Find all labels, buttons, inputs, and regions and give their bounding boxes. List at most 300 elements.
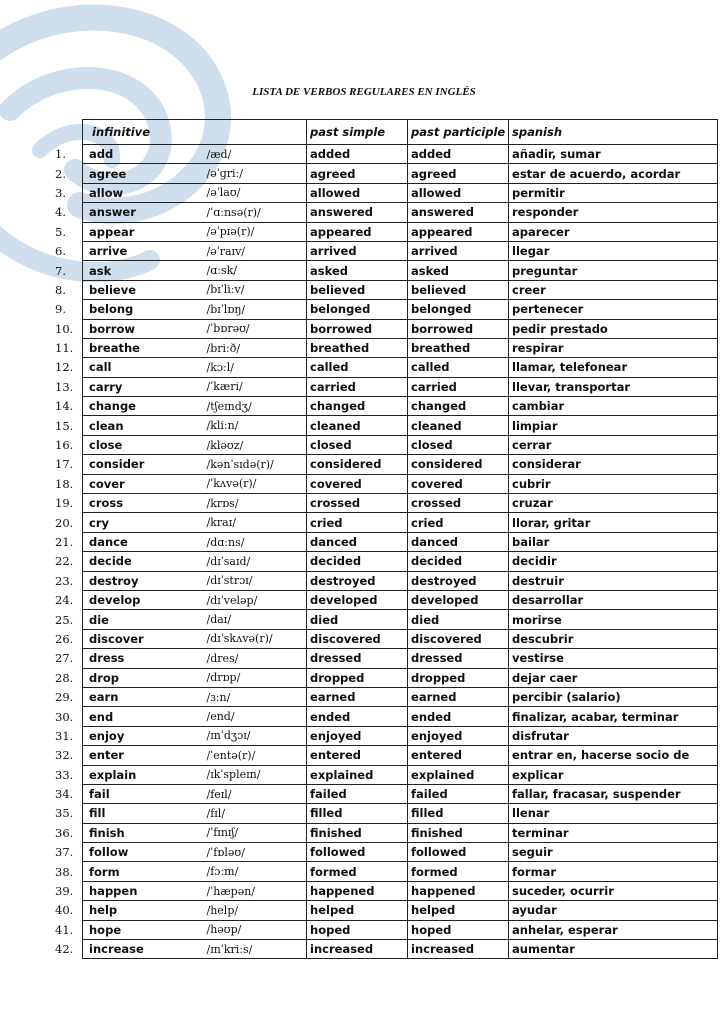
infinitive-text: finish [89, 825, 125, 840]
past-simple-cell: dropped [307, 668, 408, 687]
infinitive-cell [55, 145, 204, 164]
past-participle-cell: dressed [408, 649, 509, 668]
spanish-cell: pertenecer [509, 300, 718, 319]
infinitive-text: breathe [89, 341, 140, 356]
infinitive-cell [55, 319, 204, 338]
past-participle-cell: changed [408, 397, 509, 416]
infinitive-cell [55, 455, 204, 474]
infinitive-text: consider [89, 457, 145, 472]
pronunciation-cell: /krɒs/ [204, 494, 307, 513]
row-number: 25. [55, 612, 74, 627]
pronunciation-cell: /ˈbɒrəʊ/ [204, 319, 307, 338]
past-participle-cell: developed [408, 590, 509, 609]
past-participle-cell: believed [408, 280, 509, 299]
infinitive-text: drop [89, 670, 120, 685]
past-simple-cell: carried [307, 377, 408, 396]
infinitive-text: appear [89, 224, 135, 239]
row-number: 31. [55, 728, 74, 743]
spanish-cell: terminar [509, 823, 718, 842]
pronunciation-cell: /ɪnˈkriːs/ [204, 940, 307, 959]
pronunciation-cell: /fɔːm/ [204, 862, 307, 881]
table-row [83, 843, 718, 862]
pronunciation-cell: /end/ [204, 707, 307, 726]
table-row [83, 784, 718, 803]
table-row [83, 552, 718, 571]
row-number: 15. [55, 418, 74, 433]
past-participle-cell: breathed [408, 338, 509, 357]
table-row [83, 765, 718, 784]
past-participle-cell: borrowed [408, 319, 509, 338]
spanish-cell: cambiar [509, 397, 718, 416]
infinitive-text: dance [89, 535, 128, 549]
past-simple-cell: increased [307, 940, 408, 959]
infinitive-text: help [89, 903, 118, 918]
infinitive-cell [55, 746, 204, 765]
row-number: 4. [55, 205, 66, 220]
past-participle-cell: covered [408, 474, 509, 493]
past-simple-cell: helped [307, 901, 408, 920]
infinitive-cell [55, 532, 204, 551]
spanish-cell: disfrutar [509, 726, 718, 745]
past-simple-cell: entered [307, 746, 408, 765]
infinitive-cell [55, 474, 204, 493]
past-simple-cell: cried [307, 513, 408, 532]
row-number: 17. [55, 457, 74, 472]
spanish-cell: pedir prestado [509, 319, 718, 338]
infinitive-text: form [89, 864, 120, 879]
past-participle-cell: earned [408, 687, 509, 706]
past-participle-cell: explained [408, 765, 509, 784]
past-participle-cell: hoped [408, 920, 509, 939]
table-row [83, 881, 718, 900]
row-number: 37. [55, 845, 74, 860]
past-participle-cell: danced [408, 532, 509, 551]
past-simple-cell: arrived [307, 241, 408, 260]
spanish-cell: considerar [509, 455, 718, 474]
past-simple-cell: dressed [307, 649, 408, 668]
infinitive-text: destroy [89, 573, 139, 588]
spanish-cell: llenar [509, 804, 718, 823]
pronunciation-cell: /kənˈsɪdə(r)/ [204, 455, 307, 474]
table-row [83, 571, 718, 590]
table-row [83, 532, 718, 551]
past-participle-cell: crossed [408, 494, 509, 513]
row-number: 32. [55, 748, 74, 763]
past-participle-cell: formed [408, 862, 509, 881]
table-row [83, 435, 718, 454]
table-row [83, 397, 718, 416]
past-participle-cell: failed [408, 784, 509, 803]
past-simple-cell: hoped [307, 920, 408, 939]
table-row [83, 494, 718, 513]
table-row [83, 183, 718, 202]
row-number: 42. [55, 942, 74, 957]
pronunciation-cell: /həʊp/ [204, 920, 307, 939]
infinitive-cell [55, 435, 204, 454]
table-row [83, 823, 718, 842]
row-number: 35. [55, 806, 74, 821]
past-simple-cell: allowed [307, 183, 408, 202]
infinitive-cell [55, 300, 204, 319]
pronunciation-cell: /ˈentə(r)/ [204, 746, 307, 765]
spanish-cell: dejar caer [509, 668, 718, 687]
row-number: 39. [55, 884, 74, 899]
table-row [83, 338, 718, 357]
pronunciation-cell: /ˈfɒləʊ/ [204, 843, 307, 862]
past-simple-cell: discovered [307, 629, 408, 648]
past-participle-cell: answered [408, 203, 509, 222]
pronunciation-cell: /ˈkæri/ [204, 377, 307, 396]
infinitive-cell [55, 784, 204, 803]
header-past-simple: past simple [307, 120, 408, 145]
past-simple-cell: answered [307, 203, 408, 222]
past-simple-cell: cleaned [307, 416, 408, 435]
infinitive-text: call [89, 360, 112, 375]
table-row [83, 222, 718, 241]
infinitive-text: answer [89, 205, 136, 220]
infinitive-text: end [89, 709, 114, 724]
row-number: 14. [55, 399, 74, 414]
infinitive-cell [55, 261, 204, 280]
spanish-cell: explicar [509, 765, 718, 784]
row-number: 7. [55, 263, 66, 278]
row-number: 1. [55, 147, 66, 162]
row-number: 22. [55, 554, 74, 569]
infinitive-text: cover [89, 476, 125, 491]
row-number: 8. [55, 282, 66, 297]
table-row [83, 746, 718, 765]
spanish-cell: llorar, gritar [509, 513, 718, 532]
spanish-cell: cubrir [509, 474, 718, 493]
pronunciation-cell: /əˈraɪv/ [204, 241, 307, 260]
infinitive-cell [55, 241, 204, 260]
table-row [83, 203, 718, 222]
row-number: 27. [55, 651, 74, 666]
infinitive-text: agree [89, 166, 127, 181]
pronunciation-cell: /drɒp/ [204, 668, 307, 687]
spanish-cell: finalizar, acabar, terminar [509, 707, 718, 726]
spanish-cell: bailar [509, 532, 718, 551]
infinitive-text: explain [89, 767, 137, 782]
spanish-cell: preguntar [509, 261, 718, 280]
spanish-cell: creer [509, 280, 718, 299]
row-number: 6. [55, 244, 66, 259]
pronunciation-cell: /dɪˈstrɔɪ/ [204, 571, 307, 590]
infinitive-cell [55, 687, 204, 706]
infinitive-cell [55, 590, 204, 609]
infinitive-cell [55, 649, 204, 668]
past-simple-cell: formed [307, 862, 408, 881]
past-simple-cell: enjoyed [307, 726, 408, 745]
spanish-cell: responder [509, 203, 718, 222]
infinitive-text: enter [89, 748, 124, 763]
pronunciation-cell: /əˈlaʊ/ [204, 183, 307, 202]
infinitive-text: belong [89, 302, 134, 317]
infinitive-cell [55, 571, 204, 590]
infinitive-text: believe [89, 282, 137, 297]
pronunciation-cell: /dres/ [204, 649, 307, 668]
past-simple-cell: believed [307, 280, 408, 299]
pronunciation-cell: /ˈhæpən/ [204, 881, 307, 900]
table-row [83, 377, 718, 396]
infinitive-text: borrow [89, 321, 135, 336]
table-row [83, 590, 718, 609]
spanish-cell: respirar [509, 338, 718, 357]
row-number: 30. [55, 709, 74, 724]
past-simple-cell: borrowed [307, 319, 408, 338]
past-participle-cell: filled [408, 804, 509, 823]
pronunciation-cell: /ɜːn/ [204, 687, 307, 706]
spanish-cell: aparecer [509, 222, 718, 241]
spanish-cell: llegar [509, 241, 718, 260]
spanish-cell: seguir [509, 843, 718, 862]
infinitive-cell [55, 629, 204, 648]
pronunciation-cell: /tʃeɪndʒ/ [204, 397, 307, 416]
past-participle-cell: enjoyed [408, 726, 509, 745]
infinitive-cell [55, 280, 204, 299]
infinitive-cell [55, 940, 204, 959]
row-number: 16. [55, 438, 74, 453]
infinitive-text: fill [89, 806, 106, 821]
row-number: 11. [55, 341, 74, 356]
pronunciation-cell: /əˈpɪə(r)/ [204, 222, 307, 241]
infinitive-text: dress [89, 651, 125, 666]
infinitive-text: develop [89, 593, 141, 608]
spanish-cell: descubrir [509, 629, 718, 648]
past-participle-cell: ended [408, 707, 509, 726]
past-participle-cell: considered [408, 455, 509, 474]
infinitive-cell [55, 338, 204, 357]
row-number: 28. [55, 670, 74, 685]
infinitive-cell [55, 881, 204, 900]
table-row [83, 668, 718, 687]
past-simple-cell: breathed [307, 338, 408, 357]
infinitive-text: hope [89, 922, 122, 937]
pronunciation-cell: /kɔːl/ [204, 358, 307, 377]
spanish-cell: añadir, sumar [509, 145, 718, 164]
spanish-cell: fallar, fracasar, suspender [509, 784, 718, 803]
infinitive-text: ask [89, 263, 112, 278]
past-participle-cell: closed [408, 435, 509, 454]
table-row [83, 164, 718, 183]
header-past-participle: past participle [408, 120, 509, 145]
past-simple-cell: asked [307, 261, 408, 280]
header-spanish: spanish [509, 120, 718, 145]
spanish-cell: cerrar [509, 435, 718, 454]
table-row [83, 416, 718, 435]
spanish-cell: morirse [509, 610, 718, 629]
pronunciation-cell: /kləʊz/ [204, 435, 307, 454]
infinitive-text: allow [89, 185, 124, 200]
past-participle-cell: destroyed [408, 571, 509, 590]
infinitive-text: discover [89, 631, 144, 646]
table-row [83, 513, 718, 532]
infinitive-text: happen [89, 884, 138, 899]
infinitive-cell [55, 765, 204, 784]
pronunciation-cell: /əˈgriː/ [204, 164, 307, 183]
past-simple-cell: belonged [307, 300, 408, 319]
infinitive-cell [55, 901, 204, 920]
past-simple-cell: danced [307, 532, 408, 551]
pronunciation-cell: /feɪl/ [204, 784, 307, 803]
pronunciation-cell: /bɪˈlɒŋ/ [204, 300, 307, 319]
past-simple-cell: covered [307, 474, 408, 493]
pronunciation-cell: /dɑːns/ [204, 532, 307, 551]
row-number: 33. [55, 767, 74, 782]
infinitive-cell [55, 358, 204, 377]
spanish-cell: cruzar [509, 494, 718, 513]
table-row [83, 707, 718, 726]
infinitive-cell [55, 823, 204, 842]
infinitive-text: clean [89, 418, 124, 433]
spanish-cell: desarrollar [509, 590, 718, 609]
spanish-cell: llevar, transportar [509, 377, 718, 396]
past-participle-cell: increased [408, 940, 509, 959]
document-title: LISTA DE VERBOS REGULARES EN INGLÉS [252, 86, 476, 98]
pronunciation-cell: /æd/ [204, 145, 307, 164]
infinitive-cell [55, 726, 204, 745]
infinitive-cell [55, 552, 204, 571]
infinitive-text: add [89, 147, 114, 162]
spanish-cell: estar de acuerdo, acordar [509, 164, 718, 183]
infinitive-cell [55, 377, 204, 396]
table-row [83, 300, 718, 319]
infinitive-text: close [89, 438, 123, 453]
row-number: 38. [55, 864, 74, 879]
infinitive-text: arrive [89, 244, 128, 259]
table-row [83, 687, 718, 706]
table-row [83, 241, 718, 260]
verbs-table [55, 119, 718, 959]
spanish-cell: permitir [509, 183, 718, 202]
infinitive-cell [55, 843, 204, 862]
past-participle-cell: finished [408, 823, 509, 842]
spanish-cell: anhelar, esperar [509, 920, 718, 939]
infinitive-cell [55, 203, 204, 222]
past-simple-cell: finished [307, 823, 408, 842]
pronunciation-cell: /kliːn/ [204, 416, 307, 435]
row-number: 12. [55, 360, 74, 375]
past-simple-cell: filled [307, 804, 408, 823]
pronunciation-cell: /ˈkʌvə(r)/ [204, 474, 307, 493]
pronunciation-cell: /bɪˈliːv/ [204, 280, 307, 299]
infinitive-cell [55, 920, 204, 939]
past-participle-cell: belonged [408, 300, 509, 319]
pronunciation-cell: /ɪkˈspleɪn/ [204, 765, 307, 784]
past-simple-cell: destroyed [307, 571, 408, 590]
spanish-cell: limpiar [509, 416, 718, 435]
row-number: 34. [55, 787, 74, 802]
table-row [83, 455, 718, 474]
spanish-cell: decidir [509, 552, 718, 571]
past-simple-cell: closed [307, 435, 408, 454]
table-row [83, 145, 718, 164]
past-simple-cell: failed [307, 784, 408, 803]
past-simple-cell: developed [307, 590, 408, 609]
past-simple-cell: died [307, 610, 408, 629]
row-number: 36. [55, 825, 74, 840]
row-number: 13. [55, 379, 74, 394]
table-row [83, 261, 718, 280]
table-row [83, 610, 718, 629]
infinitive-text: enjoy [89, 728, 125, 743]
row-number: 23. [55, 573, 74, 588]
row-number: 18. [55, 476, 74, 491]
table-row [83, 358, 718, 377]
past-simple-cell: added [307, 145, 408, 164]
table-row [83, 649, 718, 668]
row-number: 41. [55, 922, 74, 937]
spanish-cell: vestirse [509, 649, 718, 668]
spanish-cell: ayudar [509, 901, 718, 920]
infinitive-cell [55, 707, 204, 726]
row-number: 40. [55, 903, 74, 918]
table-row [83, 629, 718, 648]
table-row [83, 901, 718, 920]
spanish-cell: llamar, telefonear [509, 358, 718, 377]
past-participle-cell: died [408, 610, 509, 629]
table-row [83, 726, 718, 745]
spanish-cell: suceder, ocurrir [509, 881, 718, 900]
past-participle-cell: allowed [408, 183, 509, 202]
infinitive-cell [55, 668, 204, 687]
table-header-row [83, 120, 718, 145]
infinitive-cell [55, 183, 204, 202]
infinitive-cell [55, 610, 204, 629]
past-participle-cell: cried [408, 513, 509, 532]
row-number: 26. [55, 631, 74, 646]
past-simple-cell: explained [307, 765, 408, 784]
pronunciation-cell: /ɪnˈdʒɔɪ/ [204, 726, 307, 745]
infinitive-text: cry [89, 515, 109, 530]
infinitive-text: increase [89, 942, 144, 957]
infinitive-cell [55, 222, 204, 241]
pronunciation-cell: /dɪˈskʌvə(r)/ [204, 629, 307, 648]
row-number: 20. [55, 515, 74, 530]
infinitive-text: carry [89, 379, 123, 394]
past-participle-cell: cleaned [408, 416, 509, 435]
past-participle-cell: dropped [408, 668, 509, 687]
row-number: 10. [55, 321, 74, 336]
past-participle-cell: agreed [408, 164, 509, 183]
infinitive-text: earn [89, 690, 119, 705]
infinitive-cell [55, 416, 204, 435]
infinitive-cell [55, 862, 204, 881]
past-simple-cell: considered [307, 455, 408, 474]
infinitive-text: change [89, 399, 136, 414]
pronunciation-cell: /kraɪ/ [204, 513, 307, 532]
pronunciation-cell: /dɪˈveləp/ [204, 590, 307, 609]
infinitive-cell [55, 397, 204, 416]
past-simple-cell: appeared [307, 222, 408, 241]
past-participle-cell: entered [408, 746, 509, 765]
past-participle-cell: called [408, 358, 509, 377]
past-participle-cell: happened [408, 881, 509, 900]
row-number: 5. [55, 224, 66, 239]
past-participle-cell: arrived [408, 241, 509, 260]
header-infinitive: infinitive [83, 120, 307, 145]
pronunciation-cell: /fɪl/ [204, 804, 307, 823]
infinitive-cell [55, 513, 204, 532]
row-number: 2. [55, 166, 66, 181]
infinitive-text: die [89, 612, 109, 627]
spanish-cell: formar [509, 862, 718, 881]
past-simple-cell: decided [307, 552, 408, 571]
past-simple-cell: ended [307, 707, 408, 726]
infinitive-cell [55, 164, 204, 183]
row-number: 24. [55, 593, 74, 608]
past-participle-cell: helped [408, 901, 509, 920]
